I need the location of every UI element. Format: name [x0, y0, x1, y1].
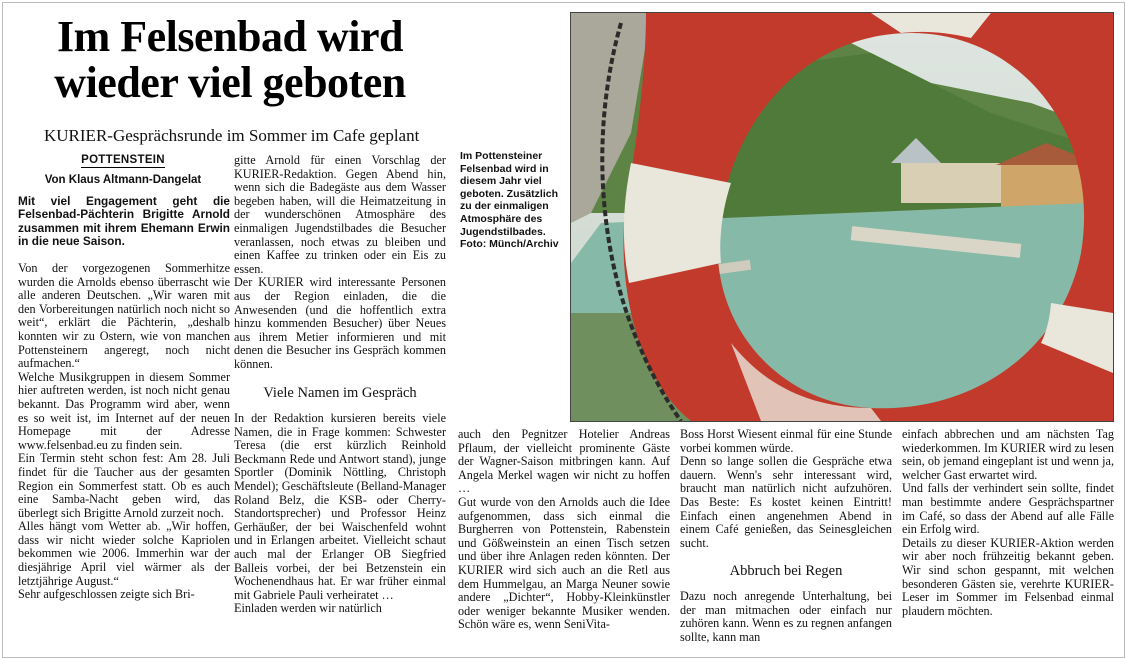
felsenbad-photo	[570, 12, 1114, 422]
article-column-4a: Boss Horst Wiesent einmal für eine Stunde vorbei kommen würde. Denn so lange sollen die Gespräche etwa dauern. Wenn's sehr interessant wird, braucht man natürlich nicht aufzuhören. Das Beste: Es kostet keinen Eintritt! Einfach einen angenehmen Abend in einem Café genießen, das Seinesgleichen sucht.	[680, 427, 892, 550]
article-column-5: einfach abbrechen und am nächsten Tag wiederkommen. Im KURIER wird zu lesen sein, ob jemand eingeplant ist und wenn ja, welcher Gast erwartet wird. Und falls der verhindert sein sollte, findet man bestimmte andere Gesprächspartner im Café, so dass der Abend auf alle Fälle ein Erfolg wird. Details zu dieser KURIER-Aktion werden wir aber noch frühzeitig bekannt geben. Wir sind schon gespannt, mit welchen besonderen Gästen sie, verehrte KURIER-Leser im Sommer im Felsenbad einmal plaudern möchten.	[902, 427, 1114, 618]
article-column-2b: In der Redaktion kursieren bereits viele Namen, die in Frage kommen: Schwester Teresa (die erst kürzlich Reinhold Beckmann Rede und Antwort stand), junge Sportler (Dominik Nöttling, Christoph Mendel); Geschäftsleute (Belland-Manager Roland Belz, die KSB- oder Cherry-Standortsprecher) und Professor Heinz Gerhäußer, der bei Waischenfeld wohnt und in Erlangen arbeitet. Vielleicht schaut auch mal der Erlanger OB Siegfried Balleis vorbei, der bei Betzenstein ein Wochenendhaus hat. Er war früher einmal mit Gabriele Pauli verheiratet … Einladen werden wir natürlich	[234, 411, 446, 616]
lead-paragraph: Mit viel Engagement geht die Felsenbad-Pächterin Brigitte Arnold zusammen mit ihrem Ehemann Erwin in die neue Saison.	[18, 194, 230, 249]
dateline-place: POTTENSTEIN	[81, 154, 165, 166]
article-column-2a: gitte Arnold für einen Vorschlag der KURIER-Redaktion. Gegen Abend hin, wenn sich die Badegäste aus dem Wasser begeben haben, will die Heimatzeitung in der wunderschönen Atmosphäre des einmaligen Jugendstilbades die Besucher veranlassen, noch etwas zu bleiben und einen Kaffee zu trinken oder ein Eis zu essen. Der KURIER wird interessante Personen aus der Region einladen, die die Anwesenden (und die hoffentlich extra hinzu kommenden Besucher) über Neues aus ihrem Metier informieren und mit denen die Besucher ins Gespräch kommen können.	[234, 153, 446, 371]
subheadline: KURIER-Gesprächsrunde im Sommer im Cafe geplant	[44, 126, 420, 145]
lifebuoy-pool-image	[571, 13, 1113, 421]
byline: Von Klaus Altmann-Dangelat	[44, 174, 202, 186]
article-column-4b: Dazu noch anregende Unterhaltung, bei der man mitmachen oder einfach nur zuhören kann. Wenn es zu regnen anfangen sollte, kann man	[680, 589, 892, 644]
subhead-abbruch: Abbruch bei Regen	[729, 563, 843, 579]
article-column-1: Von der vorgezogenen Sommerhitze wurden die Arnolds ebenso überrascht wie alle anderen Deutschen. „Wir waren mit den Vorbereitungen natürlich noch nicht so weit“, erklärt die Pächterin, „deshalb konnten wir zu Ostern, wie von manchen Pottensteinern angeregt, noch nicht aufmachen.“ Welche Musikgruppen in diesem Sommer hier auftreten werden, ist noch nicht genau bekannt. Das Programm wird aber, wenn es so weit ist, im Internet auf der neuen Homepage mit der Adresse www.felsenbad.eu zu finden sein. Ein Termin steht schon fest: Am 28. Juli findet für die Taucher aus der gesamten Region ein Sommerfest statt. Ob es auch eine Samba-Nacht geben wird, das überlegt sich Brigitte Arnold zurzeit noch. Alles hängt vom Wetter ab. „Wir hoffen, dass wir nicht wieder solche Kapriolen bekommen wie 2006. Immerhin war der diesjährige April viel wärmer als der letztjährige August.“ Sehr aufgeschlossen zeigte sich Bri-	[18, 261, 230, 602]
subhead-viele-namen: Viele Namen im Gespräch	[263, 385, 417, 401]
photo-caption: Im Pottensteiner Felsenbad wird in diesem Jahr viel geboten. Zusätzlich zu der einmaligen Atmosphäre des Jugendstilbades. Foto: Münch/Archiv	[460, 150, 559, 251]
headline: Im Felsenbad wird wieder viel geboten	[54, 12, 406, 107]
dateline	[18, 154, 228, 166]
article-column-3: auch den Pegnitzer Hotelier Andreas Pflaum, der vielleicht prominente Gäste der Wagner-Saison mitbringen kann. Auf Angela Merkel wagen wir nicht zu hoffen … Gut wurde von den Arnolds auch die Idee aufgenommen, dass sich einmal die Burgherren von Pottenstein, Rabenstein und Gößweinstein an einen Tisch setzen und über ihre Anlagen reden könnten. Der KURIER wird sich auch an die Retl aus dem Hummelgau, an Marga Neuner sowie andere „Dichter“, Hobby-Kleinkünstler oder weniger bekannte Musiker wenden. Schön wäre es, wenn SeniVita-	[458, 427, 670, 632]
